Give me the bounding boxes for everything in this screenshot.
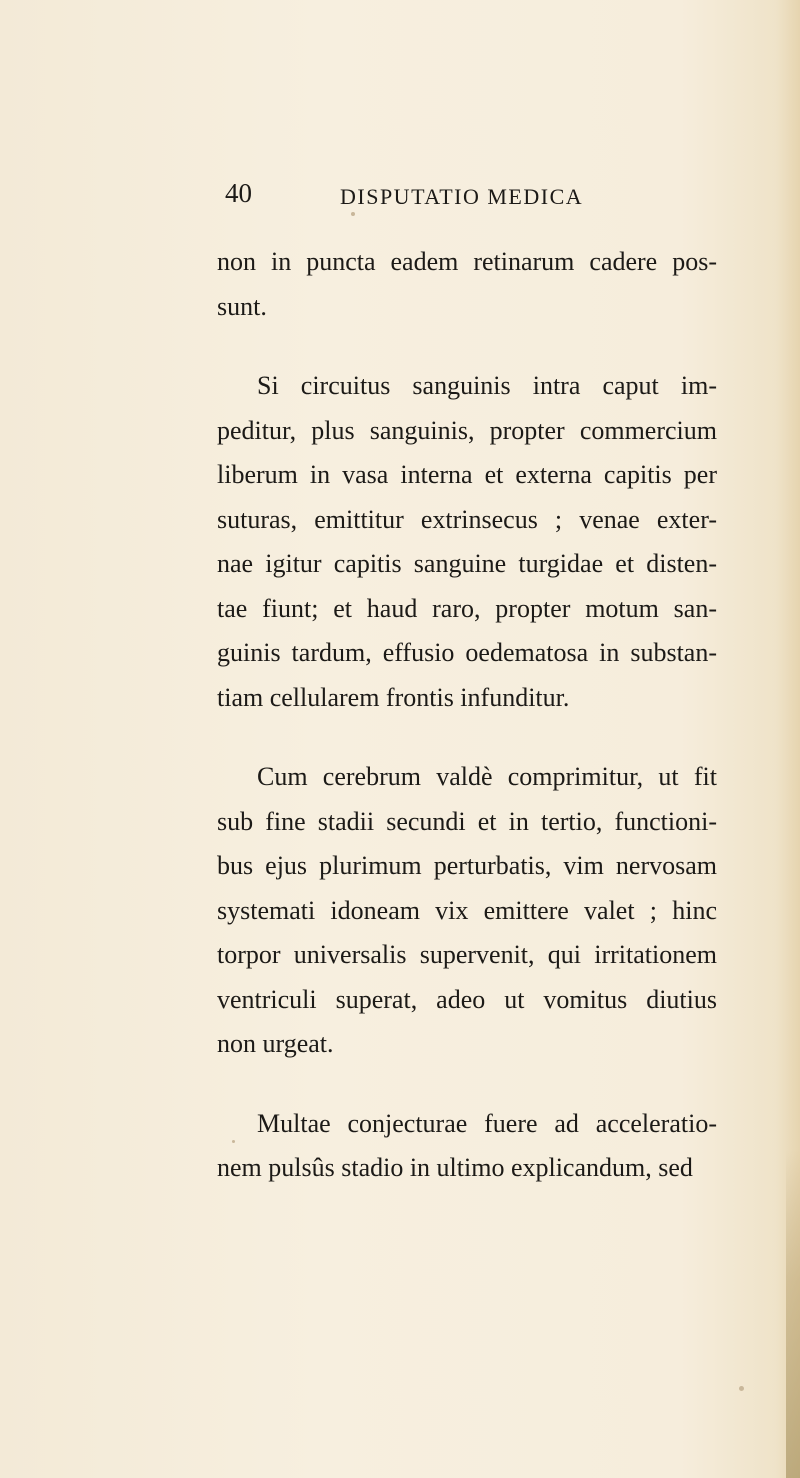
text-line: suturas, emittitur extrinsecus ; venae exter- xyxy=(217,504,717,534)
text-line: systemati idoneam vix emittere valet ; hinc xyxy=(217,895,717,925)
paper-speck xyxy=(232,1140,235,1143)
paper-speck xyxy=(351,212,355,216)
text-line: nem pulsûs stadio in ultimo explicandum, sed xyxy=(217,1153,693,1182)
text-line: nae igitur capitis sanguine turgidae et disten- xyxy=(217,549,717,578)
running-head xyxy=(225,178,695,218)
paragraph-2 xyxy=(217,364,717,720)
text-line: ventriculi superat, adeo ut vomitus diutius xyxy=(217,984,717,1014)
paper-speck xyxy=(739,1386,744,1391)
text-line: sunt. xyxy=(217,291,267,321)
text-line: Si circuitus sanguinis intra caput im- xyxy=(257,371,717,400)
text-line: non urgeat. xyxy=(217,1029,334,1058)
text-line: sub fine stadii secundi et in tertio, functioni- xyxy=(217,806,717,836)
text-line: non in puncta eadem retinarum cadere pos- xyxy=(217,247,717,276)
text-line: tiam cellularem frontis infunditur. xyxy=(217,682,570,712)
text-line: torpor universalis supervenit, qui irritationem xyxy=(217,940,717,969)
paragraph-3 xyxy=(217,755,717,1067)
text-line: peditur, plus sanguinis, propter commercium xyxy=(217,415,717,445)
text-line: tae fiunt; et haud raro, propter motum san- xyxy=(217,593,717,623)
page-number: 40 xyxy=(225,178,252,208)
text-line: bus ejus plurimum perturbatis, vim nervosam xyxy=(217,851,717,880)
paragraph-4 xyxy=(217,1102,717,1191)
body-text xyxy=(217,240,717,1191)
text-line: guinis tardum, effusio oedematosa in substan- xyxy=(217,638,717,667)
running-title: DISPUTATIO MEDICA xyxy=(340,184,584,209)
page-edge-stain xyxy=(786,1150,800,1478)
text-line: Cum cerebrum valdè comprimitur, ut fit xyxy=(257,762,717,791)
text-line: liberum in vasa interna et externa capitis per xyxy=(217,460,717,489)
paragraph-1 xyxy=(217,240,717,329)
text-line: Multae conjecturae fuere ad acceleratio- xyxy=(257,1108,717,1138)
